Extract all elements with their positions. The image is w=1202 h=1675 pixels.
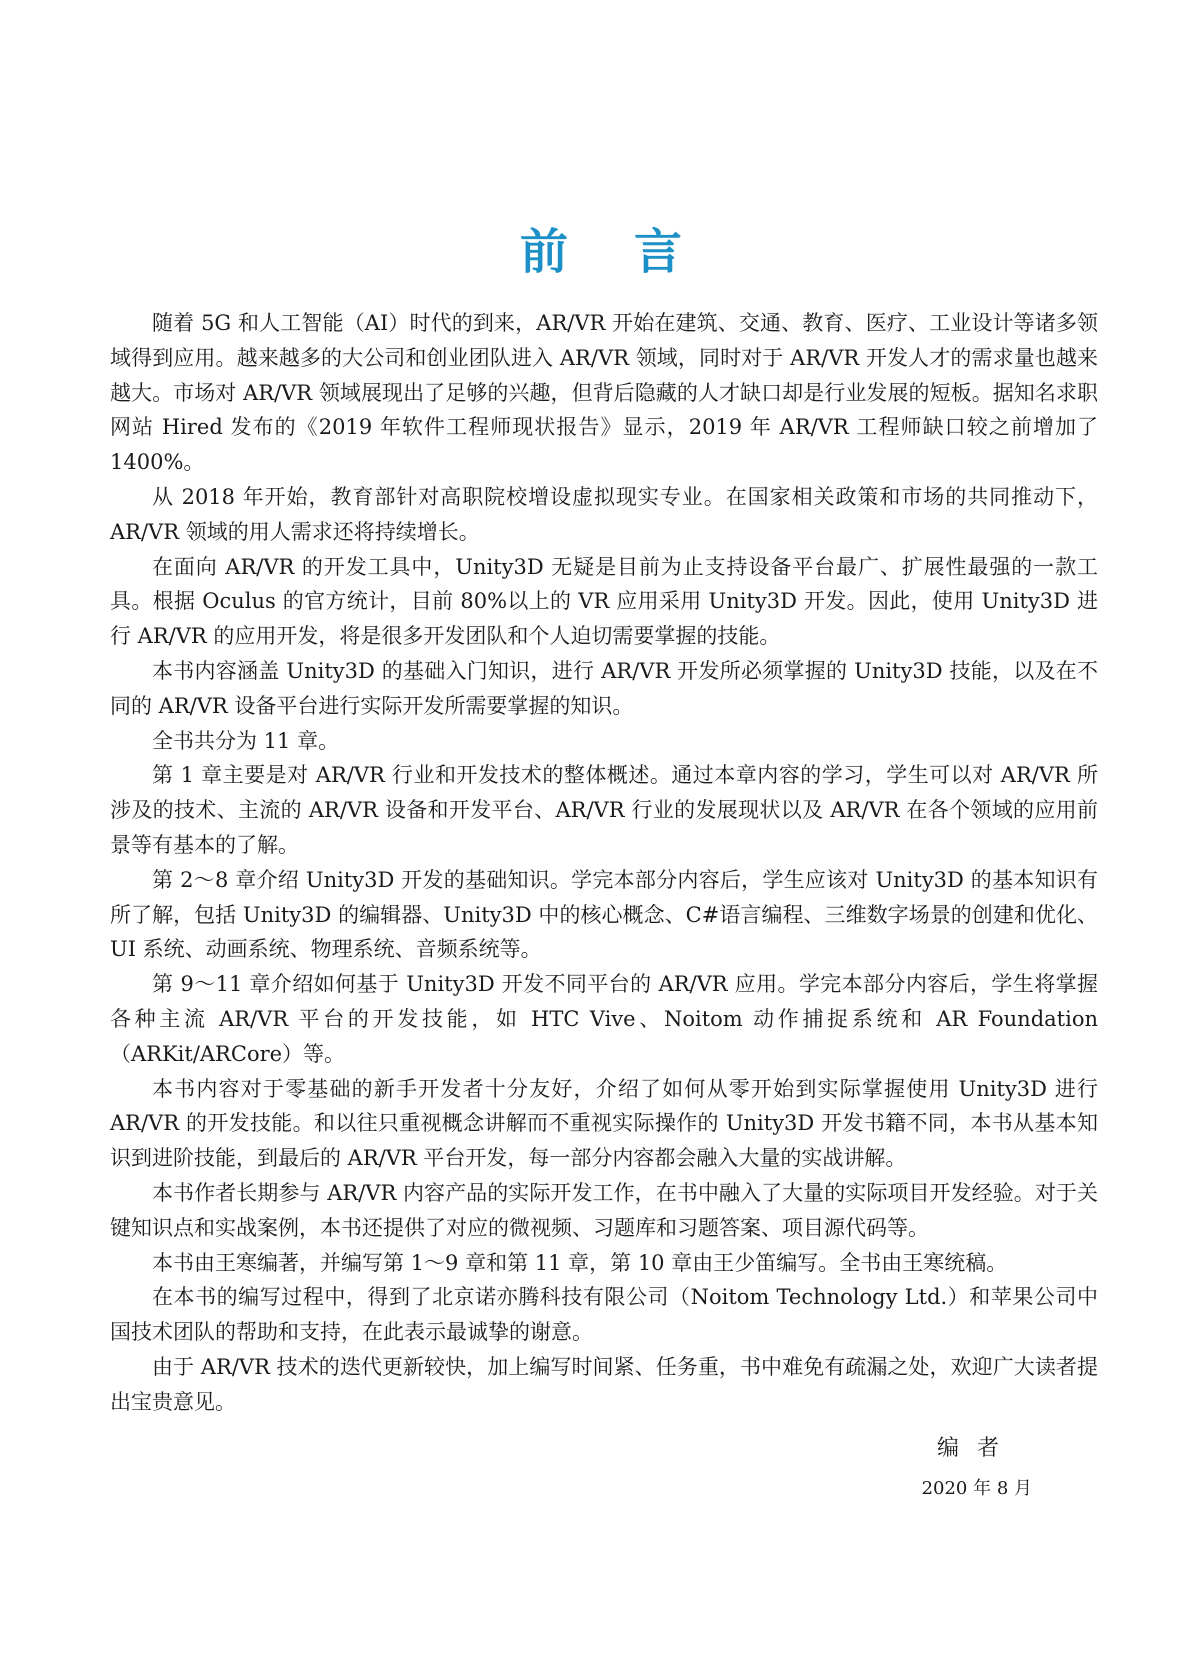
- signature-date: 2020 年 8 月: [921, 1478, 1032, 1499]
- author-signature: 编者: [936, 1436, 1017, 1461]
- paragraph: 由于 AR/VR 技术的迭代更新较快，加上编写时间紧、任务重，书中难免有疏漏之处，欢迎广大读者提出宝贵意见。: [110, 1354, 1098, 1414]
- paragraph: 在面向 AR/VR 的开发工具中，Unity3D 无疑是目前为止支持设备平台最广、扩展性最强的一款工具。根据 Oculus 的官方统计，目前 80%以上的 VR 应用采用 Unity3D 开发。因此，使用 Unity3D 进行 AR/VR 的应用开发，将是很多开发团队和个人迫切需要掌握的技能。: [110, 554, 1098, 649]
- paragraph: 在本书的编写过程中，得到了北京诺亦腾科技有限公司（Noitom Technology Ltd.）和苹果公司中国技术团队的帮助和支持，在此表示最诚挚的谢意。: [110, 1285, 1098, 1345]
- paragraph: 本书内容涵盖 Unity3D 的基础入门知识，进行 AR/VR 开发所必须掌握的 Unity3D 技能，以及在不同的 AR/VR 设备平台进行实际开发所需要掌握的知识。: [110, 658, 1098, 718]
- paragraph: 第 1 章主要是对 AR/VR 行业和开发技术的整体概述。通过本章内容的学习，学生可以对 AR/VR 所涉及的技术、主流的 AR/VR 设备和开发平台、AR/VR 行业的发展现状以及 AR/VR 在各个领域的应用前景等有基本的了解。: [110, 763, 1098, 857]
- paragraph: 第 2～8 章介绍 Unity3D 开发的基础知识。学完本部分内容后，学生应该对 Unity3D 的基本知识有所了解，包括 Unity3D 的编辑器、Unity3D 中的核心概念、C#语言编程、三维数字场景的创建和优化、UI 系统、动画系统、物理系统、音频系统等。: [110, 867, 1098, 962]
- paragraph: 从 2018 年开始，教育部针对高职院校增设虚拟现实专业。在国家相关政策和市场的共同推动下，AR/VR 领域的用人需求还将持续增长。: [110, 484, 1098, 544]
- preface-body: [110, 306, 1098, 1420]
- paragraph: 全书共分为 11 章。: [152, 728, 340, 753]
- page-title: 前言: [519, 224, 748, 281]
- paragraph: 随着 5G 和人工智能（AI）时代的到来，AR/VR 开始在建筑、交通、教育、医疗、工业设计等诸多领域得到应用。越来越多的大公司和创业团队进入 AR/VR 领域，同时对于 AR/VR 开发人才的需求量也越来越大。市场对 AR/VR 领域展现出了足够的兴趣，但背后隐藏的人才缺口却是行业发展的短板。据知名求职网站 Hired 发布的《2019 年软件工程师现状报告》显示，2019 年 AR/VR 工程师缺口较之前增加了 1400%。: [110, 311, 1098, 475]
- paragraph: 本书内容对于零基础的新手开发者十分友好，介绍了如何从零开始到实际掌握使用 Unity3D 进行 AR/VR 的开发技能。和以往只重视概念讲解而不重视实际操作的 Unity3D 开发书籍不同，本书从基本知识到进阶技能，到最后的 AR/VR 平台开发，每一部分内容都会融入大量的实战讲解。: [110, 1076, 1098, 1171]
- paragraph: 本书作者长期参与 AR/VR 内容产品的实际开发工作，在书中融入了大量的实际项目开发经验。对于关键知识点和实战案例，本书还提供了对应的微视频、习题库和习题答案、项目源代码等。: [110, 1180, 1098, 1240]
- paragraph: 本书由王寒编著，并编写第 1～9 章和第 11 章，第 10 章由王少笛编写。全书由王寒统稿。: [152, 1250, 1008, 1275]
- paragraph: 第 9～11 章介绍如何基于 Unity3D 开发不同平台的 AR/VR 应用。学完本部分内容后，学生将掌握各种主流 AR/VR 平台的开发技能，如 HTC Vive、Noitom 动作捕捉系统和 AR Foundation（ARKit/ARCore）等。: [110, 972, 1098, 1066]
